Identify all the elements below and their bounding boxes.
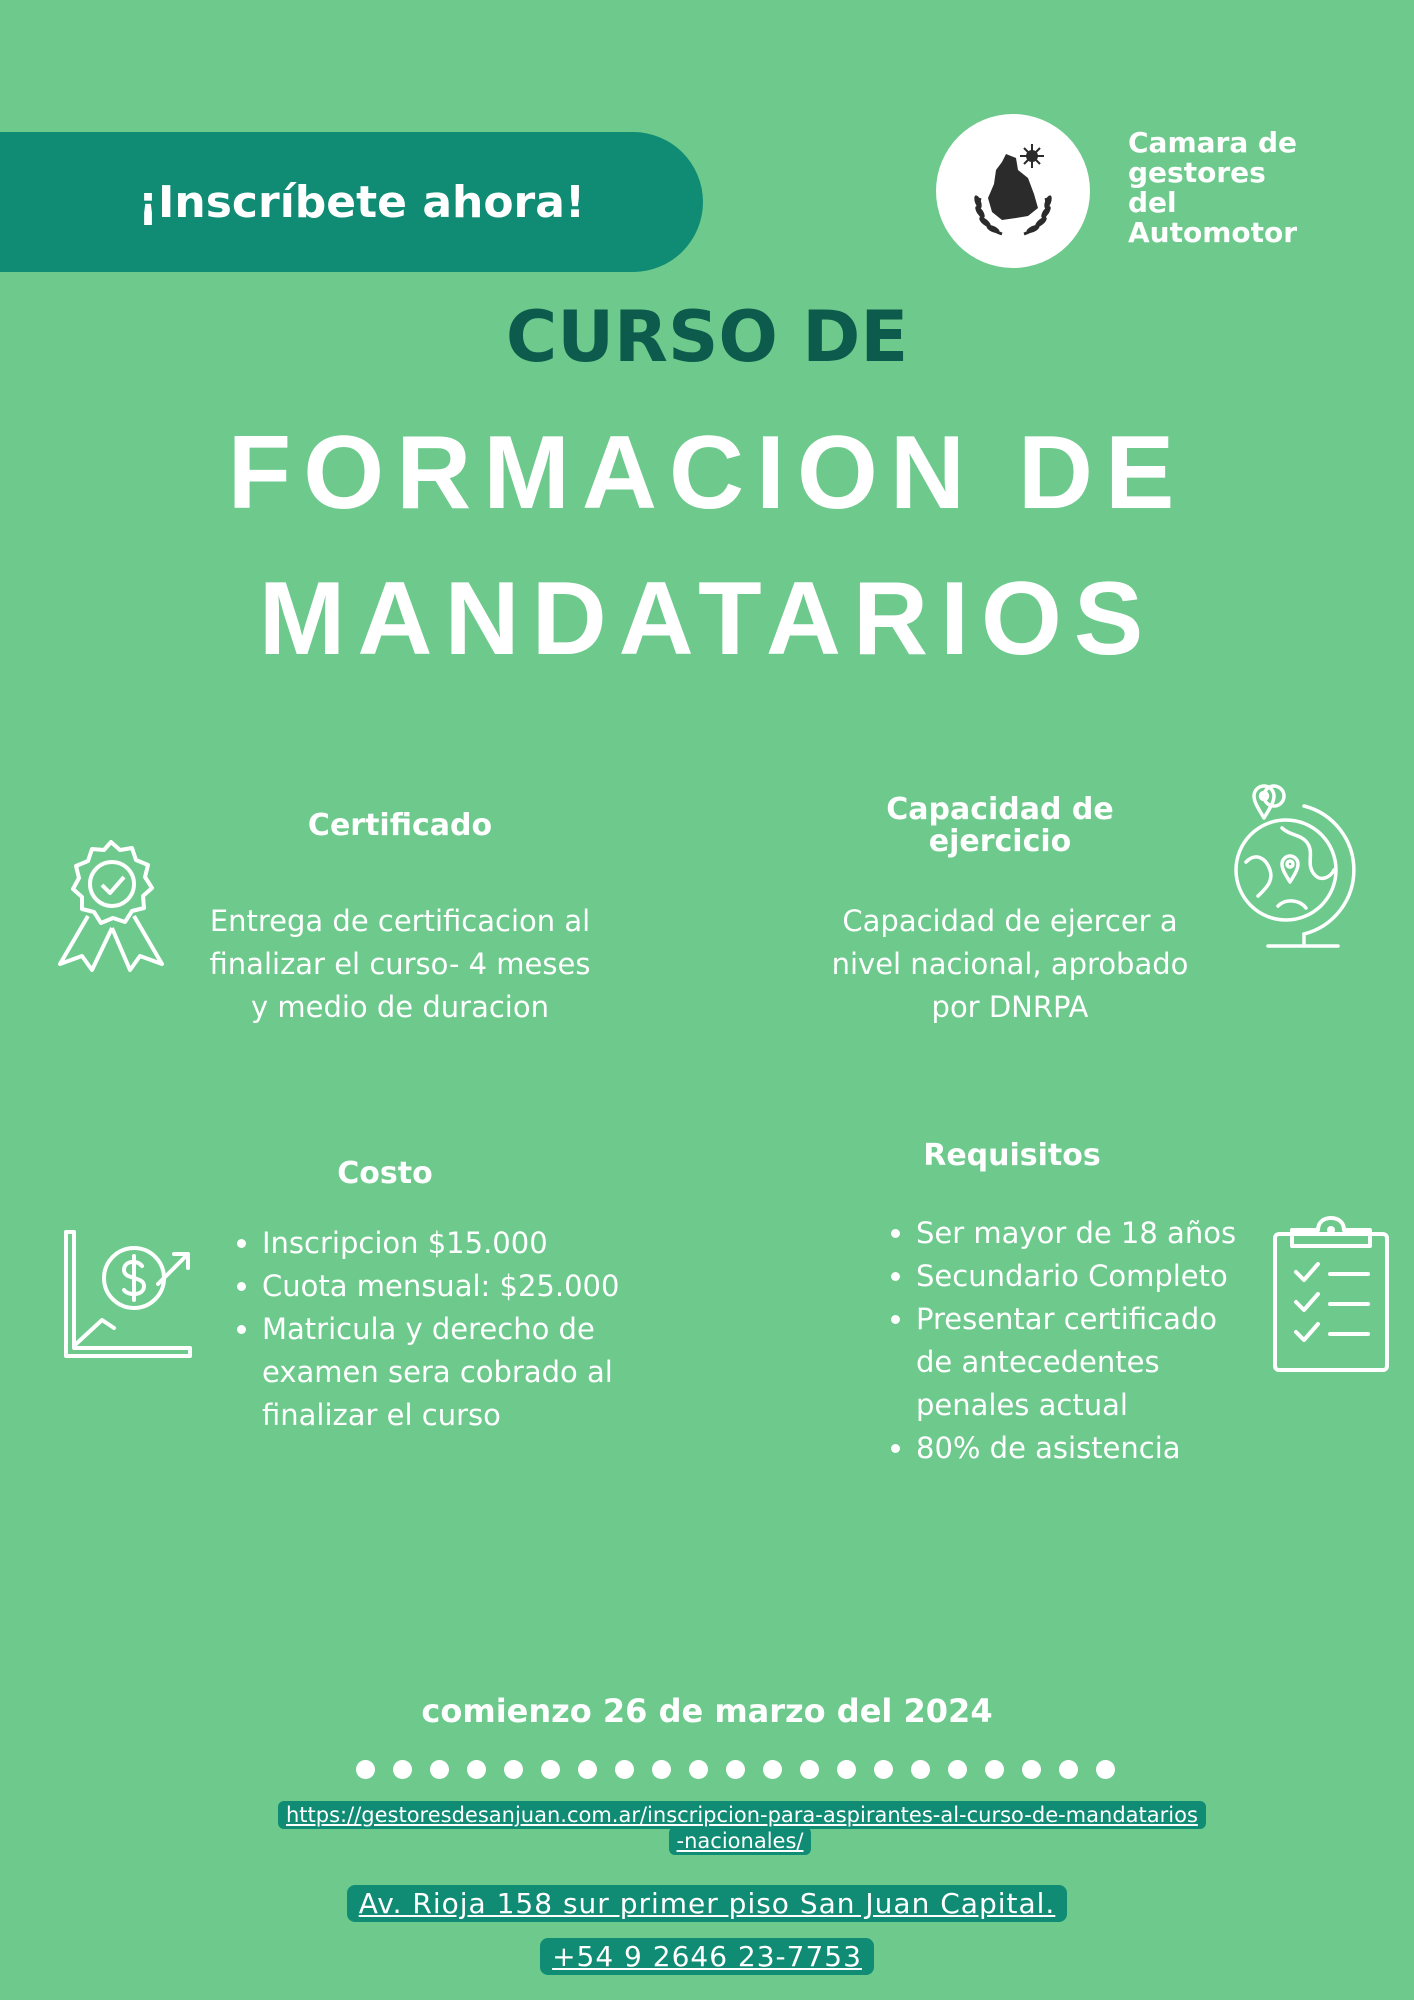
- divider-dot: [985, 1760, 1004, 1779]
- organization-logo: [936, 114, 1090, 268]
- organization-name-line: Automotor: [1128, 216, 1298, 249]
- divider-dot: [541, 1760, 560, 1779]
- list-item: • Inscripcion $15.000: [262, 1222, 652, 1265]
- requisitos-list: [886, 1212, 1246, 1470]
- money-growth-icon: [62, 1230, 194, 1360]
- certificado-body: Entrega de certificacion al finalizar el curso- 4 meses y medio de duracion: [209, 904, 591, 1024]
- organization-name-line: del: [1128, 186, 1177, 219]
- award-badge-icon: [54, 838, 168, 974]
- divider-dot: [948, 1760, 967, 1779]
- costo-list: [232, 1222, 652, 1437]
- list-item: • Cuota mensual: $25.000: [262, 1265, 652, 1308]
- registration-link[interactable]: https://gestoresdesanjuan.com.ar/inscripcion-para-aspirantes-al-curso-de-mandatarios-nacionales/: [278, 1801, 1206, 1855]
- divider-dot: [393, 1760, 412, 1779]
- divider-dot: [1059, 1760, 1078, 1779]
- globe-icon: [1228, 778, 1358, 950]
- clipboard-checklist-icon: [1272, 1216, 1390, 1374]
- register-now-banner[interactable]: [0, 132, 703, 272]
- start-date: comienzo 26 de marzo del 2024: [421, 1692, 993, 1730]
- divider-dot: [874, 1760, 893, 1779]
- list-item: • Ser mayor de 18 años: [916, 1212, 1246, 1255]
- divider-dot: [726, 1760, 745, 1779]
- capacidad-body: Capacidad de ejercer a nivel nacional, aprobado por DNRPA: [831, 904, 1189, 1024]
- course-title-prefix: [0, 296, 1414, 378]
- divider-dot: [911, 1760, 930, 1779]
- divider-dot: [356, 1760, 375, 1779]
- phone-link[interactable]: +54 9 2646 23-7753: [540, 1938, 874, 1975]
- organization-name: [1128, 128, 1368, 248]
- list-item: • 80% de asistencia: [916, 1427, 1246, 1470]
- list-item: • Secundario Completo: [916, 1255, 1246, 1298]
- dot-divider: [356, 1760, 1115, 1779]
- list-item: • Presentar certificado de antecedentes penales actual: [916, 1298, 1246, 1427]
- address-link[interactable]: Av. Rioja 158 sur primer piso San Juan Capital.: [347, 1885, 1068, 1922]
- divider-dot: [800, 1760, 819, 1779]
- divider-dot: [467, 1760, 486, 1779]
- divider-dot: [1096, 1760, 1115, 1779]
- course-title-line-2: MANDATARIOS: [258, 561, 1156, 677]
- course-title-prefix-text: CURSO DE: [505, 296, 909, 378]
- costo-title: Costo: [337, 1156, 433, 1191]
- course-title-line-1: FORMACION DE: [227, 415, 1187, 531]
- organization-name-line: gestores: [1128, 156, 1266, 189]
- province-map-icon: [958, 136, 1068, 246]
- divider-dot: [578, 1760, 597, 1779]
- divider-dot: [430, 1760, 449, 1779]
- capacidad-title: Capacidad de ejercicio: [886, 792, 1114, 859]
- divider-dot: [1022, 1760, 1041, 1779]
- divider-dot: [689, 1760, 708, 1779]
- certificado-title: Certificado: [307, 808, 493, 843]
- phone-container: [0, 1937, 1414, 1977]
- register-now-text: ¡Inscríbete ahora!: [137, 176, 586, 228]
- organization-name-line: Camara de: [1128, 126, 1297, 159]
- divider-dot: [504, 1760, 523, 1779]
- list-item: • Matricula y derecho de examen sera cobrado al finalizar el curso: [262, 1308, 652, 1437]
- divider-dot: [652, 1760, 671, 1779]
- requisitos-title: Requisitos: [923, 1138, 1101, 1173]
- address-container: [0, 1884, 1414, 1924]
- divider-dot: [763, 1760, 782, 1779]
- registration-link-container: [278, 1802, 1202, 1854]
- divider-dot: [837, 1760, 856, 1779]
- divider-dot: [615, 1760, 634, 1779]
